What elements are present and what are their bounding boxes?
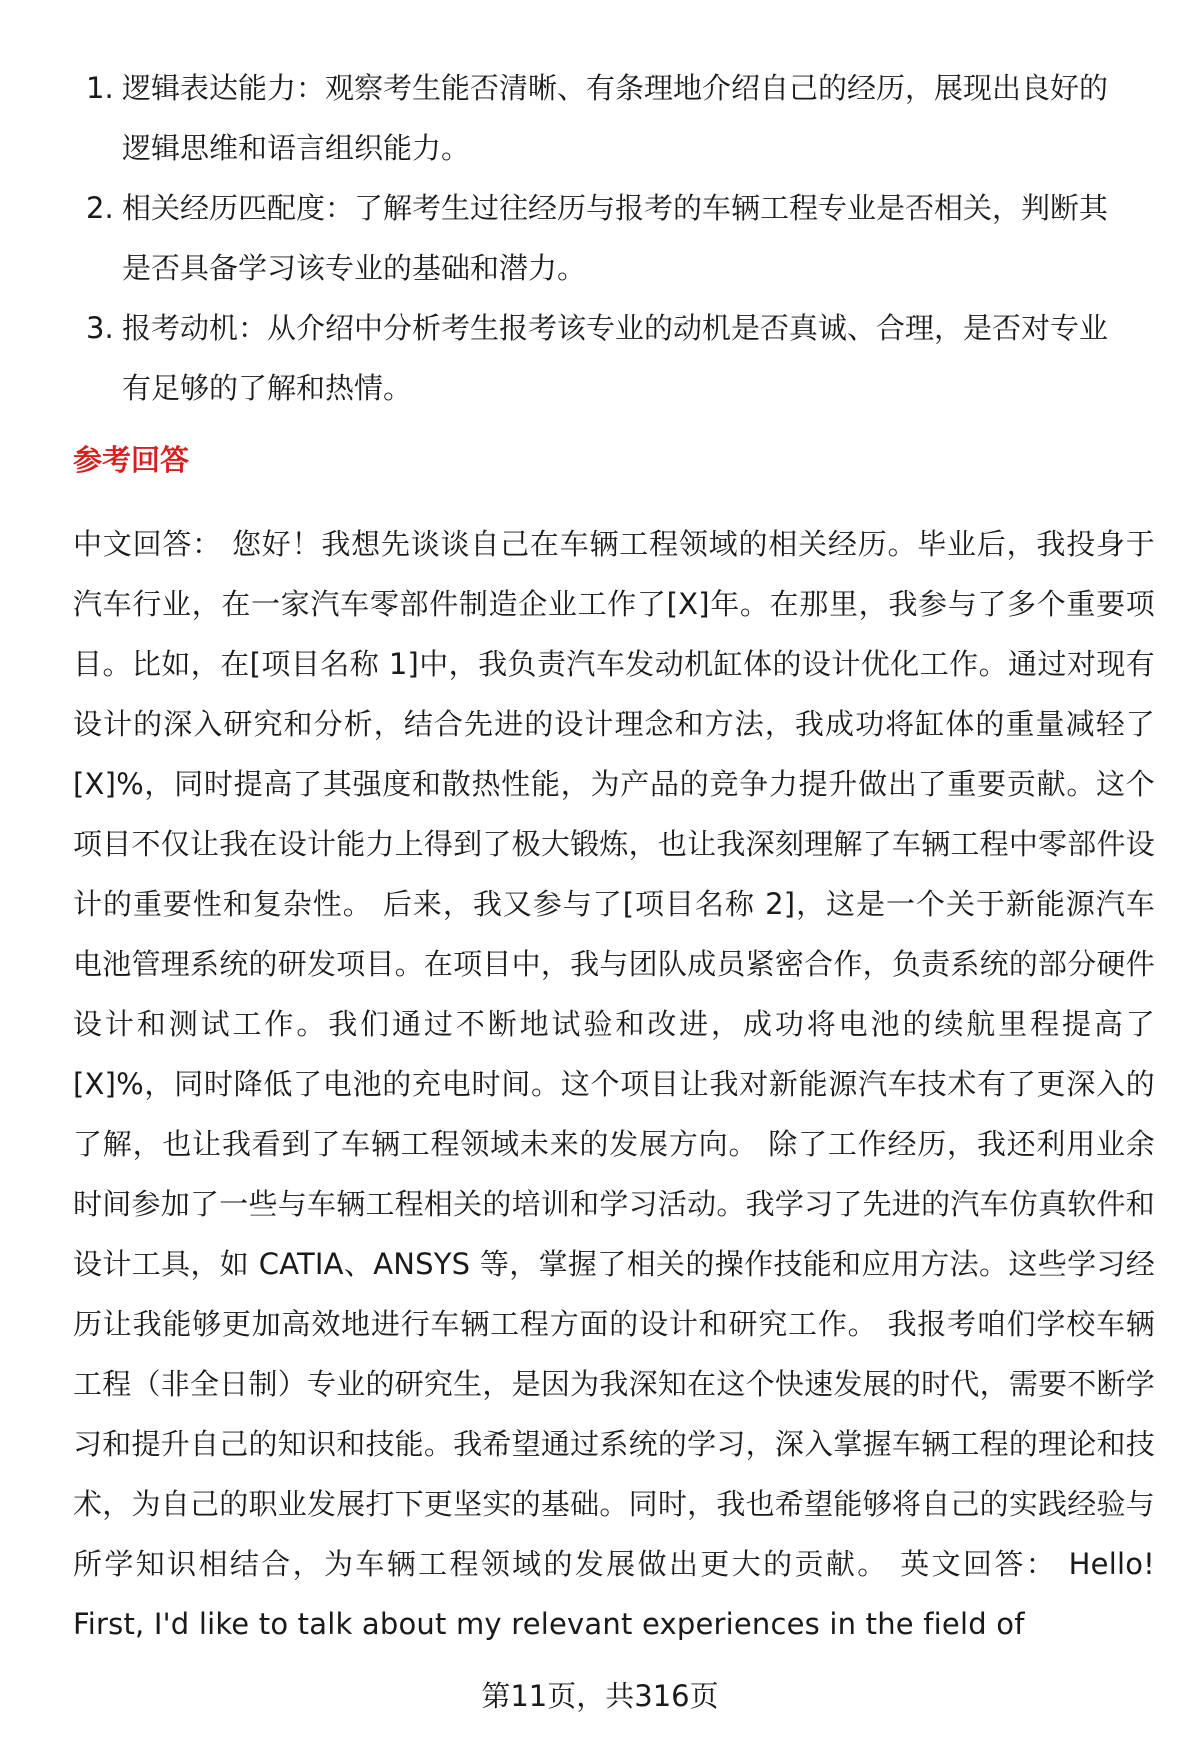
answer-paragraph: 中文回答： 您好！我想先谈谈自己在车辆工程领域的相关经历。毕业后，我投身于汽车行业，在一家汽车零部件制造企业工作了[X]年。在那里，我参与了多个重要项目。比如，在[项目名称 1]中，我负责汽车发动机缸体的设计优化工作。通过对现有设计的深入研究和分析，结合先进的设计理念和方法，我成功将缸体的重量减轻了[X]%，同时提高了其强度和散热性能，为产品的竞争力提升做出了重要贡献。这个项目不仅让我在设计能力上得到了极大锻炼，也让我深刻理解了车辆工程中零部件设计的重要性和复杂性。 后来，我又参与了[项目名称 2]，这是一个关于新能源汽车电池管理系统的研发项目。在项目中，我与团队成员紧密合作，负责系统的部分硬件设计和测试工作。我们通过不断地试验和改进，成功将电池的续航里程提高了[X]%，同时降低了电池的充电时间。这个项目让我对新能源汽车技术有了更深入的了解，也让我看到了车辆工程领域未来的发展方向。 除了工作经历，我还利用业余时间参加了一些与车辆工程相关的培训和学习活动。我学习了先进的汽车仿真软件和设计工具，如 CATIA、ANSYS 等，掌握了相关的操作技能和应用方法。这些学习经历让我能够更加高效地进行车辆工程方面的设计和研究工作。 我报考咱们学校车辆工程（非全日制）专业的研究生，是因为我深知在这个快速发展的时代，需要不断学习和提升自己的知识和技能。我希望通过系统的学习，深入掌握车辆工程的理论和技术，为自己的职业发展打下更坚实的基础。同时，我也希望能够将自己的实践经验与所学知识相结合，为车辆工程领域的发展做出更大的贡献。 英文回答： Hello! First, I'd like to talk about my relevant experiences in the field of	[73, 527, 1155, 1641]
list-item	[76, 298, 1136, 418]
list-number: 2.	[86, 191, 114, 225]
list-item	[76, 178, 1136, 298]
list-number: 1.	[86, 71, 114, 105]
list-text: 逻辑表达能力：观察考生能否清晰、有条理地介绍自己的经历，展现出良好的逻辑思维和语言组织能力。	[122, 71, 1109, 165]
list-text: 相关经历匹配度：了解考生过往经历与报考的车辆工程专业是否相关，判断其是否具备学习该专业的基础和潜力。	[122, 191, 1109, 285]
page-footer: 第11页，共316页	[481, 1679, 719, 1713]
list-item	[76, 58, 1136, 178]
list-text: 报考动机：从介绍中分析考生报考该专业的动机是否真诚、合理，是否对专业有足够的了解和热情。	[122, 311, 1109, 405]
section-heading: 参考回答	[73, 443, 190, 477]
list-number: 3.	[86, 311, 114, 345]
criteria-list	[76, 58, 1136, 418]
